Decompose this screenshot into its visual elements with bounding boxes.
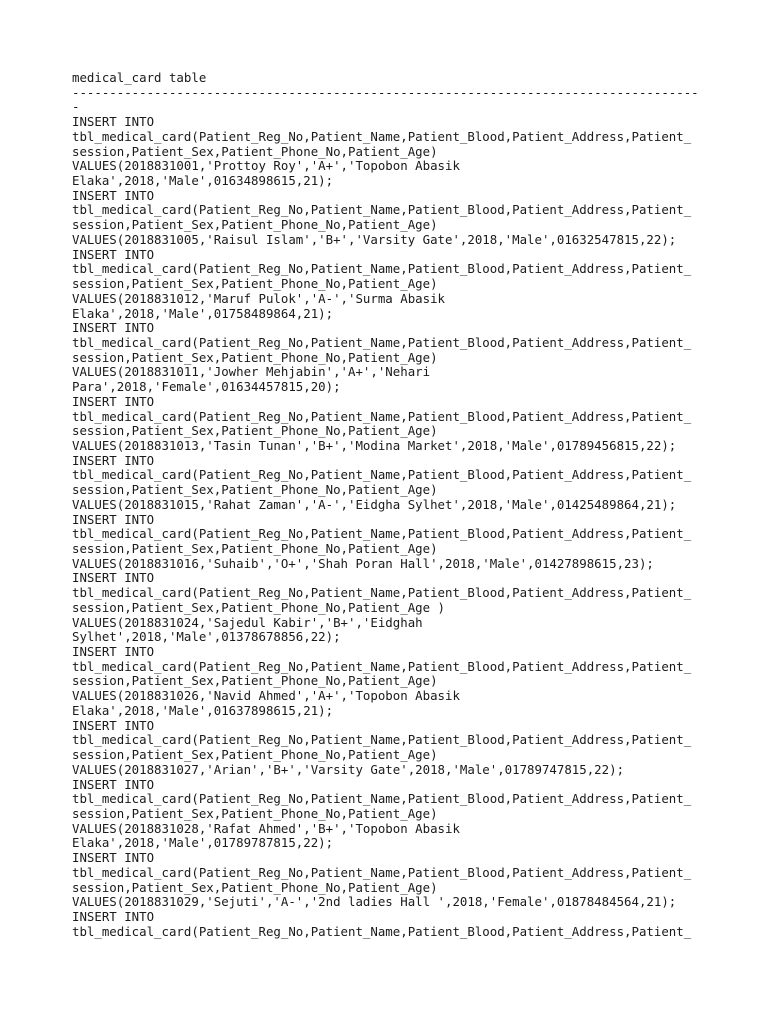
- document-text-line: VALUES(2018831001,'Prottoy Roy','A+','Topobon Abasik: [72, 158, 460, 174]
- document-text-line: tbl_medical_card(Patient_Reg_No,Patient_Name,Patient_Blood,Patient_Address,Patient_: [72, 202, 692, 218]
- document-text-line: INSERT INTO: [72, 246, 155, 262]
- document-text-line: VALUES(2018831027,'Arian','B+','Varsity Gate',2018,'Male',01789747815,22);: [72, 761, 625, 777]
- document-text-line: session,Patient_Sex,Patient_Phone_No,Patient_Age): [72, 423, 438, 439]
- document-text-line: session,Patient_Sex,Patient_Phone_No,Patient_Age ): [72, 599, 445, 615]
- document-text-line: session,Patient_Sex,Patient_Phone_No,Patient_Age): [72, 143, 438, 159]
- document-text-line: INSERT INTO: [72, 320, 155, 336]
- document-text-line: session,Patient_Sex,Patient_Phone_No,Patient_Age): [72, 276, 438, 292]
- document-text-line: INSERT INTO: [72, 644, 155, 660]
- document-text-line: INSERT INTO: [72, 570, 155, 586]
- document-text-line: tbl_medical_card(Patient_Reg_No,Patient_Name,Patient_Blood,Patient_Address,Patient_: [72, 526, 692, 542]
- document-text-line: ------------------------------------------------------------------------------------: [72, 84, 699, 100]
- document-text-line: tbl_medical_card(Patient_Reg_No,Patient_Name,Patient_Blood,Patient_Address,Patient_: [72, 732, 692, 748]
- document-text-line: INSERT INTO: [72, 776, 155, 792]
- document-text-line: INSERT INTO: [72, 114, 155, 130]
- document-text-line: VALUES(2018831011,'Jowher Mehjabin','A+','Nehari: [72, 364, 431, 380]
- document-title: medical_card table: [72, 70, 207, 85]
- document-text-line: tbl_medical_card(Patient_Reg_No,Patient_Name,Patient_Blood,Patient_Address,Patient_: [72, 864, 692, 880]
- document-text-line: INSERT INTO: [72, 717, 155, 733]
- document-text-line: tbl_medical_card(Patient_Reg_No,Patient_Name,Patient_Blood,Patient_Address,Patient_: [72, 658, 692, 674]
- document-text-line: VALUES(2018831028,'Rafat Ahmed','B+','Topobon Abasik: [72, 820, 460, 836]
- document-text-line: tbl_medical_card(Patient_Reg_No,Patient_Name,Patient_Blood,Patient_Address,Patient_: [72, 408, 692, 424]
- document-text-line: Elaka',2018,'Male',01637898615,21);: [72, 702, 334, 718]
- document-text-line: VALUES(2018831012,'Maruf Pulok','A-','Surma Abasik: [72, 290, 445, 306]
- document-text-line: session,Patient_Sex,Patient_Phone_No,Patient_Age): [72, 217, 438, 233]
- document-text-line: session,Patient_Sex,Patient_Phone_No,Patient_Age): [72, 349, 438, 365]
- document-text-line: Elaka',2018,'Male',01634898615,21);: [72, 173, 334, 189]
- document-text-line: session,Patient_Sex,Patient_Phone_No,Patient_Age): [72, 747, 438, 763]
- document-text-line: VALUES(2018831013,'Tasin Tunan','B+','Modina Market',2018,'Male',01789456815,22);: [72, 437, 677, 453]
- document-text-line: INSERT INTO: [72, 511, 155, 527]
- document-text-line: VALUES(2018831024,'Sajedul Kabir','B+','Eidghah: [72, 614, 423, 630]
- document-text-line: VALUES(2018831029,'Sejuti','A-','2nd ladies Hall ',2018,'Female',01878484564,21);: [72, 894, 677, 910]
- document-text-line: tbl_medical_card(Patient_Reg_No,Patient_Name,Patient_Blood,Patient_Address,Patient_: [72, 585, 692, 601]
- document-text-line: INSERT INTO: [72, 452, 155, 468]
- document-text-line: VALUES(2018831015,'Rahat Zaman','A-','Eidgha Sylhet',2018,'Male',01425489864,21);: [72, 496, 677, 512]
- document-text-line: VALUES(2018831016,'Suhaib','O+','Shah Poran Hall',2018,'Male',01427898615,23);: [72, 555, 654, 571]
- document-text-line: session,Patient_Sex,Patient_Phone_No,Patient_Age): [72, 541, 438, 556]
- document-text-line: tbl_medical_card(Patient_Reg_No,Patient_Name,Patient_Blood,Patient_Address,Patient_: [72, 334, 692, 350]
- document-text-line: tbl_medical_card(Patient_Reg_No,Patient_Name,Patient_Blood,Patient_Address,Patient_: [72, 923, 692, 939]
- document-text-line: tbl_medical_card(Patient_Reg_No,Patient_Name,Patient_Blood,Patient_Address,Patient_: [72, 128, 692, 144]
- document-text-line: tbl_medical_card(Patient_Reg_No,Patient_Name,Patient_Blood,Patient_Address,Patient_: [72, 791, 692, 807]
- document-text-line: INSERT INTO: [72, 850, 155, 866]
- document-text-line: Para',2018,'Female',01634457815,20);: [72, 379, 341, 395]
- document-text-line: tbl_medical_card(Patient_Reg_No,Patient_Name,Patient_Blood,Patient_Address,Patient_: [72, 467, 692, 483]
- document-text-line: Elaka',2018,'Male',01758489864,21);: [72, 305, 334, 321]
- document-text-line: VALUES(2018831005,'Raisul Islam','B+','Varsity Gate',2018,'Male',01632547815,22);: [72, 231, 677, 247]
- document-text-line: session,Patient_Sex,Patient_Phone_No,Patient_Age): [72, 879, 438, 895]
- document-text-line: session,Patient_Sex,Patient_Phone_No,Patient_Age): [72, 673, 438, 689]
- document-text-line: VALUES(2018831026,'Navid Ahmed','A+','Topobon Abasik: [72, 688, 460, 704]
- document-text-line: session,Patient_Sex,Patient_Phone_No,Patient_Age): [72, 482, 438, 498]
- document-text-line: -: [72, 99, 80, 115]
- document-text-line: session,Patient_Sex,Patient_Phone_No,Patient_Age): [72, 805, 438, 821]
- document-text-line: INSERT INTO: [72, 393, 155, 409]
- document-text-line: tbl_medical_card(Patient_Reg_No,Patient_Name,Patient_Blood,Patient_Address,Patient_: [72, 261, 692, 277]
- document-text-line: Sylhet',2018,'Male',01378678856,22);: [72, 629, 341, 645]
- document-text-line: Elaka',2018,'Male',01789787815,22);: [72, 835, 334, 851]
- document-text-line: INSERT INTO: [72, 187, 155, 203]
- document-page: [72, 71, 712, 939]
- document-text-line: INSERT INTO: [72, 908, 155, 924]
